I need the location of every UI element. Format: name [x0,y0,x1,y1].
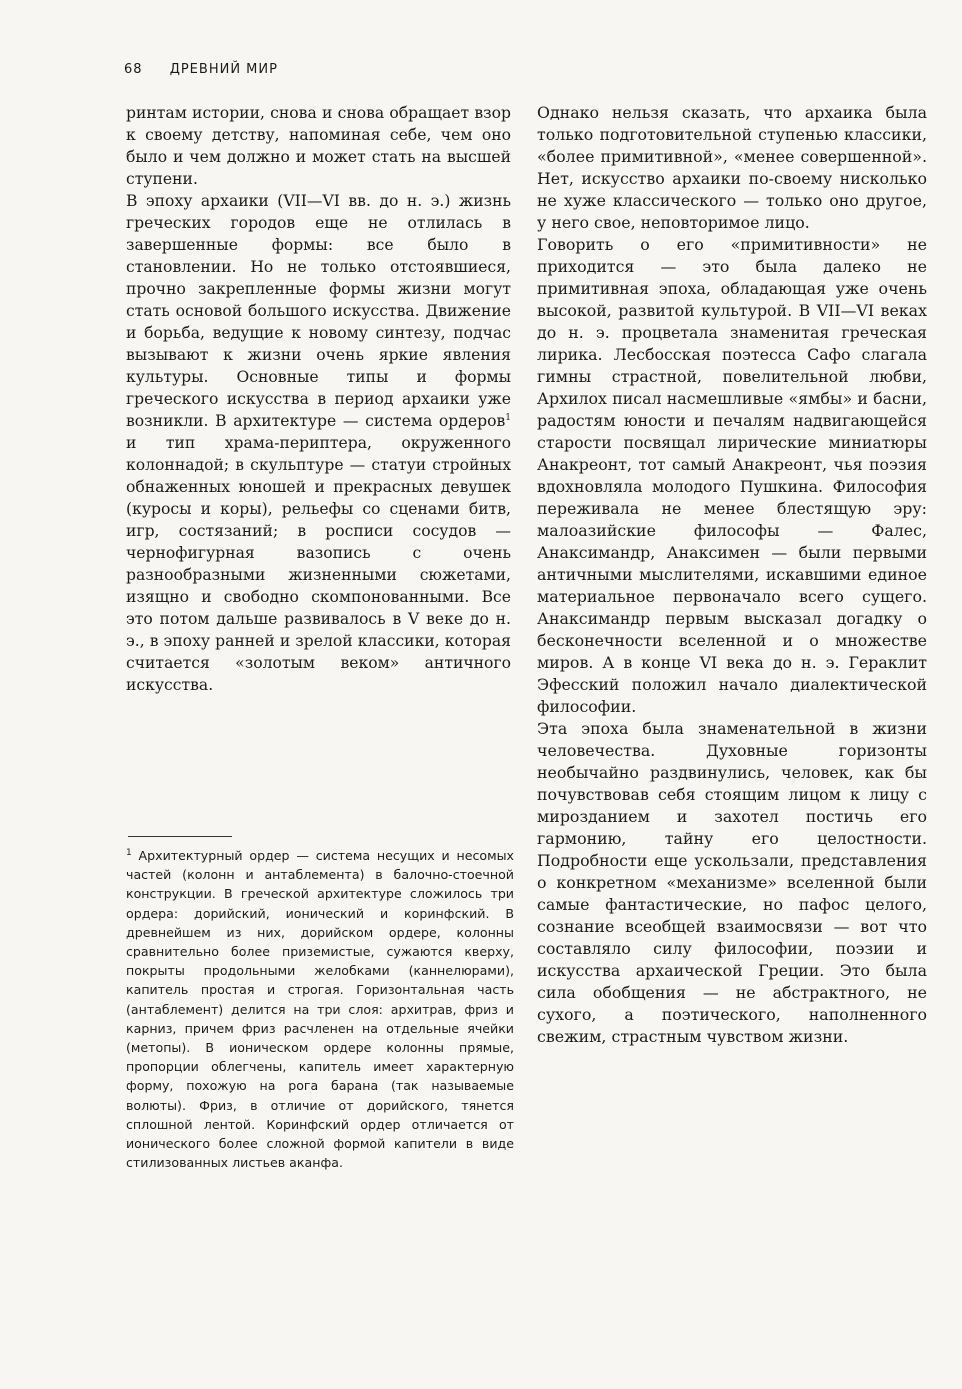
footnote-marker: 1 [126,847,132,858]
footnote-text: Архитектурный ордер — система несущих и несомых частей (колонн и антаблемента) в балочно-стоечной конструкции. В греческой архитектуре сложилось три ордера: дорийский, ионический и коринфский. В древнейшем из них, дорийском ордере, колонны сравнительно более приземистые, сужаются кверху, покрыты продольными желобками (каннелюрами), капитель простая и строгая. Горизонтальная часть (антаблемент) делится на три слоя: архитрав, фриз и карниз, причем фриз расчленен на отдельные ячейки (метопы). В ионическом ордере колонны прямые, пропорции облегчены, капитель имеет характерную форму, похожую на рога барана (так называемые волюты). Фриз, в отличие от дорийского, тянется сплошной лентой. Коринфский ордер отличается от ионического более сложной формой капители в виде стилизованных листьев аканфа. [126,848,514,1171]
paragraph-significance: Эта эпоха была знаменательной в жизни человечества. Духовные горизонты необычайно раздвинулись, человек, как бы почувствовав себя стоящим лицом к лицу с мирозданием и захотел постичь его гармонию, тайну его целостности. Подробности еще ускользали, представления о конкретном «механизме» вселенной были самые фантастические, но пафос целого, сознание всеобщей взаимосвязи — вот что составляло силу философии, поэзии и искусства архаической Греции. Это была сила обобщения — не абстрактного, не сухого, а поэтического, наполненного свежим, страстным чувством жизни. [537,719,927,1046]
running-title: ДРЕВНИЙ МИР [169,62,278,77]
paragraph-text: и тип храма-периптера, окруженного колоннадой; в скульптуре — статуи стройных обнаженных юношей и прекрасных девушек (куросы и коры), рельефы со сценами битв, игр, состязаний; в росписи сосудов — чернофигурная вазопись с очень разнообразными жизненными сюжетами, изящно и свободно скомпонованными. Все это потом дальше развивалось в V веке до н. э., в эпоху ранней и зрелой классики, которая считается «золотым веком» античного искусства. [126,434,511,694]
footnote-reference[interactable]: 1 [505,412,511,423]
running-header [124,62,278,77]
footnote-divider [128,836,232,837]
paragraph-continuation: ринтам истории, снова и снова обращает взор к своему детству, напоминая себе, чем оно было и чем должно и может стать на высшей ступени. [126,104,511,188]
paragraph-lyric-philosophy: Говорить о его «примитивности» не приходится — это была далеко не примитивная эпоха, обладающая уже очень высокой, развитой культурой. В VII—VI веках до н. э. процветала знаменитая греческая лирика. Лесбосская поэтесса Сафо слагала гимны страстной, повелительной любви, Архилох писал насмешливые «ямбы» и басни, радостям юности и печалям надвигающейся старости посвящал лирические миниатюры Анакреонт, тот самый Анакреонт, чья поэзия вдохновляла молодого Пушкина. Философия переживала не менее блестящую эру: малоазийские философы — Фалес, Анаксимандр, Анаксимен — были первыми античными мыслителями, искавшими единое материальное первоначало всего сущего. Анаксимандр первым высказал догадку о бесконечности вселенной и о множестве миров. А в конце VI века до н. э. Гераклит Эфесский положил начало диалектической философии. [537,235,927,716]
page-number: 68 [124,62,143,77]
right-column [537,102,927,1048]
paragraph-text: В эпоху архаики (VII—VI вв. до н. э.) жизнь греческих городов еще не отлилась в завершенные формы: все было в становлении. Но не только отстоявшиеся, прочно закрепленные формы жизни могут стать основой большого искусства. Движение и борьба, ведущие к новому синтезу, подчас вызывают к жизни очень яркие явления культуры. Основные типы и формы греческого искусства в период архаики уже возникли. В архитектуре — система ордеров [126,192,511,430]
paragraph-archaic-era [126,190,511,696]
paragraph-archaic-art: Однако нельзя сказать, что архаика была только подготовительной ступенью классики, «более примитивной», «менее совершенной». Нет, искусство архаики по-своему нисколько не хуже классического — только оно другое, у него свое, неповторимое лицо. [537,103,927,232]
left-column [126,102,511,696]
footnote [126,846,514,1172]
